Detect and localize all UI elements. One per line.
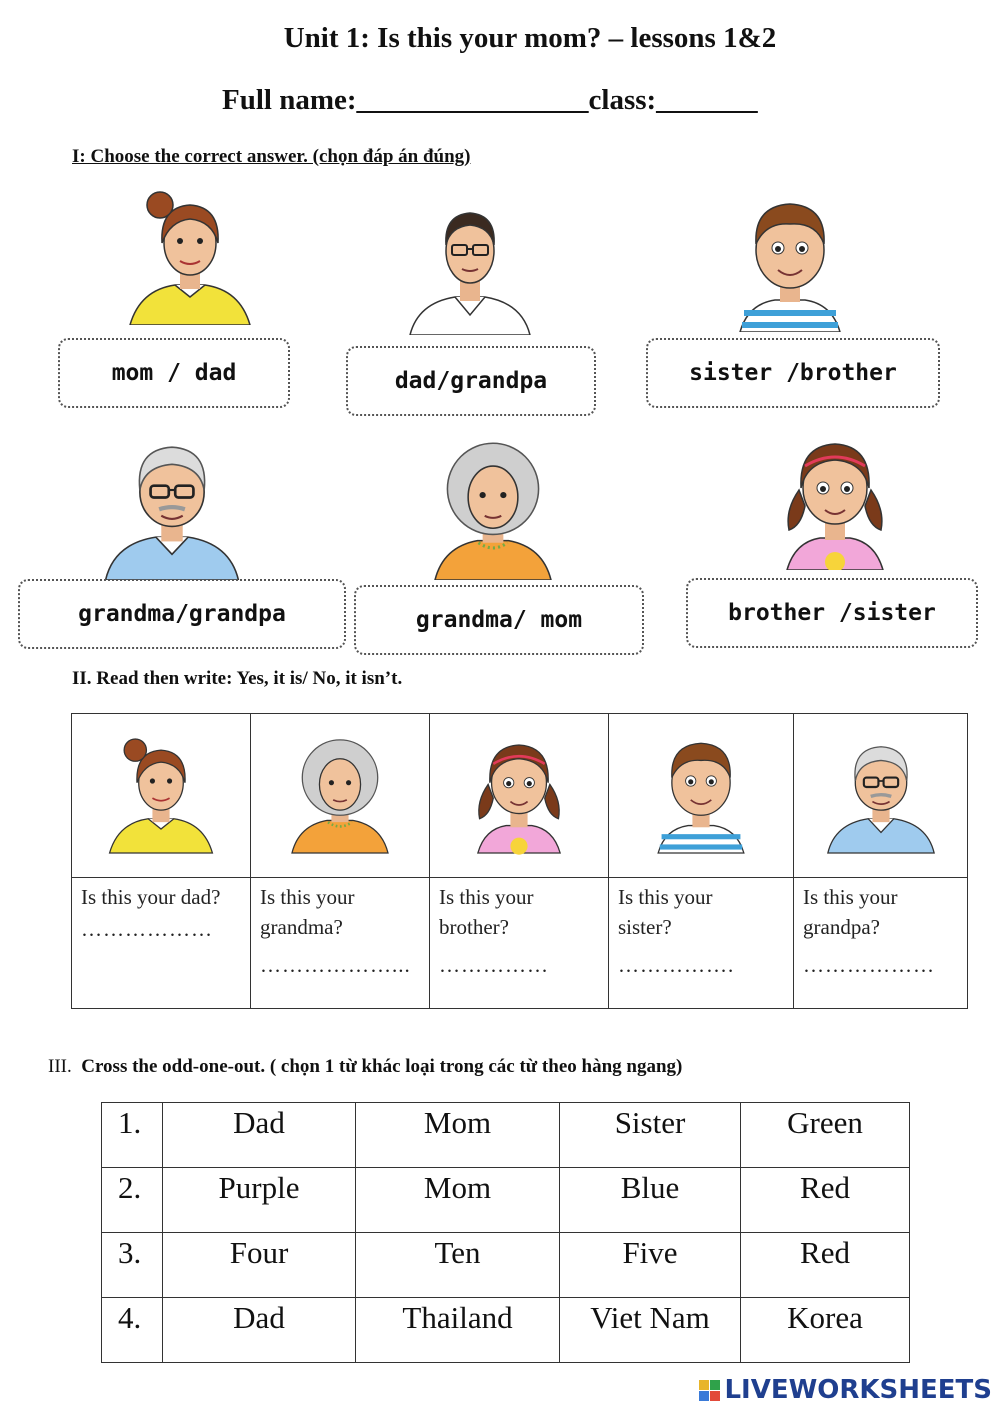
question-cell — [72, 878, 251, 1009]
grandpa-picture — [821, 728, 941, 858]
answer-blank[interactable]: …………… — [439, 953, 549, 977]
question-text: Is this your — [803, 885, 898, 909]
table-cell-picture — [609, 714, 794, 878]
answer-box-dad-grandpa[interactable]: dad/grandpa — [346, 346, 596, 416]
section-3-heading-text: Cross the odd-one-out. ( chọn 1 từ khác loại trong các từ theo hàng ngang) — [81, 1056, 683, 1077]
page-title: Unit 1: Is this your mom? – lessons 1&2 — [283, 22, 777, 54]
question-text: Is this your — [618, 885, 713, 909]
question-cell — [430, 878, 609, 1009]
logo-icon — [699, 1380, 720, 1401]
question-text-line2: grandpa? — [803, 915, 880, 939]
word-cell[interactable]: Ten — [356, 1233, 560, 1298]
word-cell[interactable]: Four — [163, 1233, 356, 1298]
word-cell[interactable]: Dad — [163, 1103, 356, 1168]
word-cell[interactable]: Mom — [356, 1168, 560, 1233]
grandma-picture — [280, 728, 400, 858]
table-cell-picture — [794, 714, 968, 878]
question-text-line2: brother? — [439, 915, 509, 939]
mom-picture — [101, 728, 221, 858]
row-number: 4. — [102, 1298, 163, 1363]
logo-text: LIVEWORKSHEETS — [724, 1375, 992, 1405]
word-cell[interactable]: Korea — [741, 1298, 910, 1363]
question-text: Is this your dad? — [81, 885, 221, 909]
sister-picture — [765, 430, 905, 570]
brother-picture — [641, 728, 761, 858]
question-cell — [794, 878, 968, 1009]
word-cell[interactable]: Viet Nam — [560, 1298, 741, 1363]
word-cell[interactable]: Mom — [356, 1103, 560, 1168]
section-3-heading — [48, 1056, 682, 1078]
grandpa-picture — [92, 430, 252, 580]
row-number: 3. — [102, 1233, 163, 1298]
fullname-class-line: Full name:________________class:_______ — [222, 84, 758, 116]
word-cell[interactable]: Purple — [163, 1168, 356, 1233]
word-cell[interactable]: Dad — [163, 1298, 356, 1363]
question-text: Is this your — [439, 885, 534, 909]
dad-picture — [400, 195, 540, 335]
question-text: Is this your — [260, 885, 355, 909]
question-cell — [609, 878, 794, 1009]
odd-one-out-table — [101, 1102, 910, 1363]
answer-blank[interactable]: ……………… — [803, 953, 935, 977]
section-1-heading: I: Choose the correct answer. (chọn đáp án đúng) — [72, 146, 471, 167]
liveworksheets-logo — [699, 1375, 992, 1405]
answer-box-mom-dad[interactable]: mom / dad — [58, 338, 290, 408]
read-write-table — [71, 713, 968, 1009]
answer-blank[interactable]: ……………… — [81, 917, 213, 941]
answer-box-grandma-grandpa[interactable]: grandma/grandpa — [18, 579, 346, 649]
table-row — [102, 1233, 910, 1298]
answer-box-sister-brother[interactable]: sister /brother — [646, 338, 940, 408]
word-cell[interactable]: Blue — [560, 1168, 741, 1233]
table-row — [102, 1103, 910, 1168]
table-row — [102, 1168, 910, 1233]
word-cell[interactable]: Five — [560, 1233, 741, 1298]
section-2-heading: II. Read then write: Yes, it is/ No, it isn’t. — [72, 668, 403, 689]
word-cell[interactable]: Thailand — [356, 1298, 560, 1363]
row-number: 1. — [102, 1103, 163, 1168]
table-row — [102, 1298, 910, 1363]
table-cell-picture — [251, 714, 430, 878]
section-3-prefix: III. — [48, 1056, 72, 1077]
sister-picture — [459, 728, 579, 858]
mom-picture — [120, 185, 260, 325]
row-number: 2. — [102, 1168, 163, 1233]
grandma-picture — [418, 435, 568, 580]
word-cell[interactable]: Red — [741, 1168, 910, 1233]
question-cell — [251, 878, 430, 1009]
brother-picture — [720, 192, 860, 332]
question-text-line2: sister? — [618, 915, 672, 939]
answer-box-grandma-mom[interactable]: grandma/ mom — [354, 585, 644, 655]
answer-blank[interactable]: ……………. — [618, 953, 735, 977]
word-cell[interactable]: Green — [741, 1103, 910, 1168]
question-text-line2: grandma? — [260, 915, 343, 939]
answer-box-brother-sister[interactable]: brother /sister — [686, 578, 978, 648]
word-cell[interactable]: Sister — [560, 1103, 741, 1168]
answer-blank[interactable]: ………………... — [260, 953, 411, 977]
table-cell-picture — [72, 714, 251, 878]
word-cell[interactable]: Red — [741, 1233, 910, 1298]
table-cell-picture — [430, 714, 609, 878]
